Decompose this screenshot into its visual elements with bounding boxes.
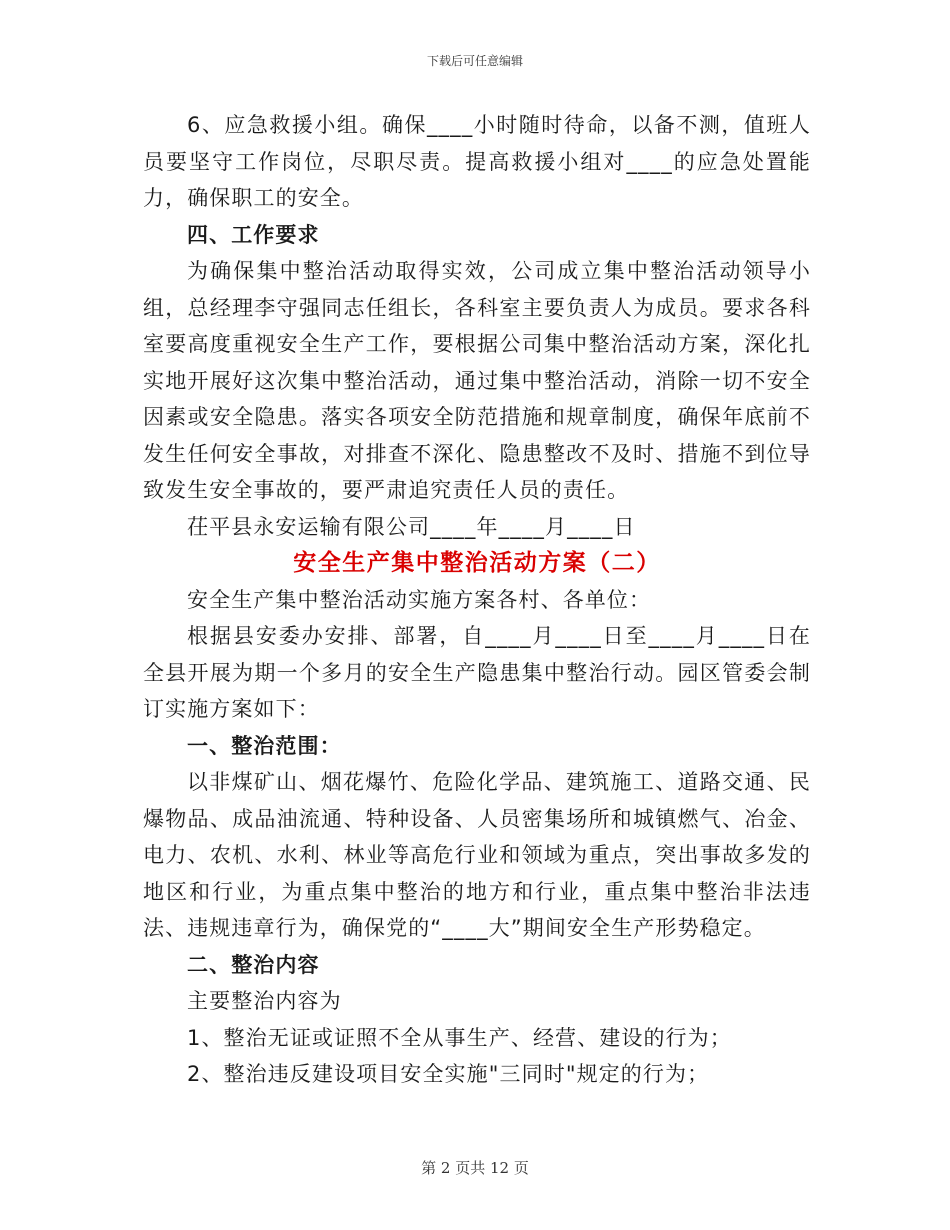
page-header: 下载后可任意编辑	[426, 54, 523, 68]
page-footer: 第 2 页共 12 页	[421, 1159, 529, 1177]
section-title: 安全生产集中整治活动方案（二）	[293, 550, 661, 576]
paragraph-content-intro: 主要整治内容为	[187, 989, 342, 1013]
paragraph-scope: 以非煤矿山、烟花爆竹、危险化学品、建筑施工、道路交通、民爆物品、成品油流通、特种设备、人员密集场所和城镇燃气、冶金、电力、农机、水利、林业等高危行业和领域为重点，突出事故多发的地区和行业，为重点集中整治的地方和行业，重点集中整治非法违法、违规违章行为，确保党的“____大”期间安全生产形势稳定。	[143, 770, 811, 940]
signature-line: 茌平县永安运输有限公司____年____月____日	[187, 514, 636, 539]
paragraph-addressee: 安全生产集中整治活动实施方案各村、各单位：	[187, 587, 652, 612]
paragraph-requirements: 为确保集中整治活动取得实效，公司成立集中整治活动领导小组，总经理李守强同志任组长，各科室主要负责人为成员。要求各科室要高度重视安全生产工作，要根据公司集中整治活动方案，深化扎实地开展好这次集中整治活动，通过集中整治活动，消除一切不安全因素或安全隐患。落实各项安全防范措施和规章制度，确保年底前不发生任何安全事故，对排查不深化、隐患整改不及时、措施不到位导致发生安全事故的，要严肃追究责任人员的责任。	[143, 259, 811, 502]
list-item-1: 1、整治无证或证照不全从事生产、经营、建设的行为；	[187, 1025, 732, 1050]
heading-work-requirements: 四、工作要求	[187, 222, 320, 247]
paragraph-intro: 根据县安委办安排、部署，自____月____日至____月____日在全县开展为期一个多月的安全生产隐患集中整治行动。园区管委会制订实施方案如下：	[143, 624, 811, 721]
document-body	[143, 107, 811, 1093]
heading-content: 二、整治内容	[187, 952, 320, 977]
paragraph-emergency-team: 6、应急救援小组。确保____小时随时待命，以备不测，值班人员要坚守工作岗位，尽职尽责。提高救援小组对____的应急处置能力，确保职工的安全。	[143, 113, 811, 210]
list-item-2: 2、整治违反建设项目安全实施"三同时"规定的行为；	[187, 1062, 710, 1086]
heading-scope: 一、整治范围：	[187, 733, 342, 758]
